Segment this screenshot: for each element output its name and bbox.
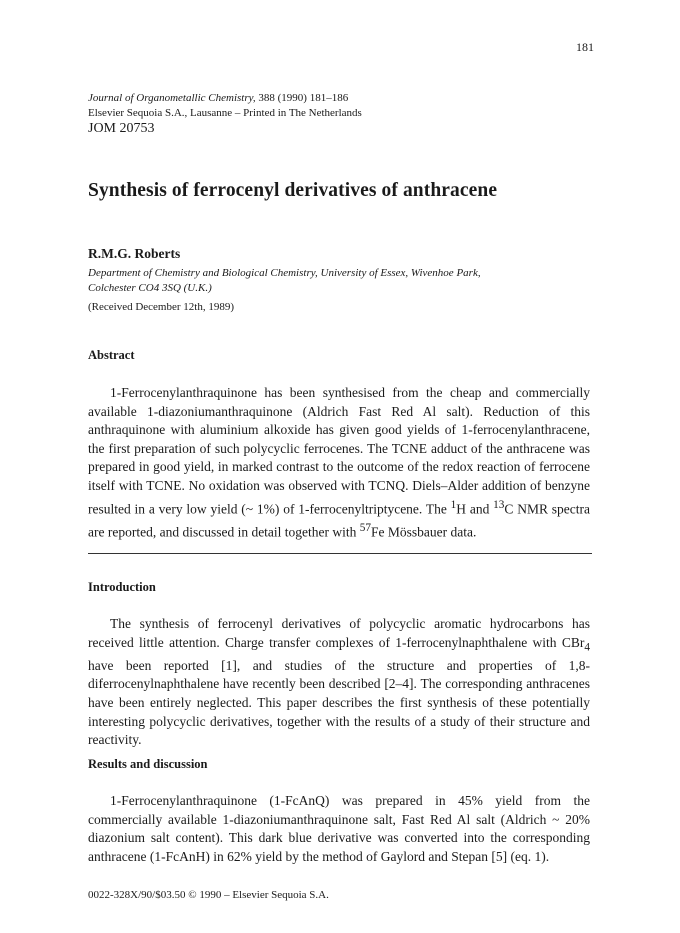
introduction-part-2: have been reported [1], and studies of the structure and properties of 1,8-diferrocenylnaphthalene have recently been described [2–4]. The corresponding anthracenes have been entirely neglected. This paper describes the first synthesis of these potentially interesting polycyclic derivatives, together with the results of a study of their structure and reactivity. (88, 657, 590, 748)
subscript-4: 4 (584, 641, 590, 654)
affiliation (88, 266, 608, 295)
copyright-footer: 0022-328X/90/$03.50 © 1990 – Elsevier Sequoia S.A. (88, 889, 329, 901)
received-date: (Received December 12th, 1989) (88, 301, 234, 313)
abstract-part-3: C NMR spectra are reported, and discussed in detail together with (88, 501, 590, 540)
section-divider (88, 553, 592, 554)
abstract-part-4: Fe Mössbauer data. (371, 524, 477, 540)
journal-volume-pages: 388 (1990) 181–186 (255, 92, 349, 104)
page-number: 181 (576, 40, 594, 54)
introduction-heading: Introduction (88, 580, 156, 594)
superscript-1: 1 (450, 498, 457, 511)
journal-name: Journal of Organometallic Chemistry, (88, 92, 256, 104)
abstract-heading: Abstract (88, 348, 135, 362)
abstract-text (88, 384, 590, 542)
affiliation-line-2: Colchester CO4 3SQ (U.K.) (88, 281, 212, 294)
introduction-text (88, 615, 590, 750)
results-paragraph: 1-Ferrocenylanthraquinone (1-FcAnQ) was prepared in 45% yield from the commercially available 1-diazoniumanthraquinone salt, Fast Red Al salt (Aldrich ~ 20% diazonium salt content). This dark blue derivative was converted into the corresponding anthracene (1-FcAnH) in 62% yield by the method of Gaylord and Stepan [5] (eq. 1). (88, 793, 590, 864)
author: R.M.G. Roberts (88, 246, 181, 261)
superscript-13: 13 (493, 498, 505, 511)
affiliation-line-1: Department of Chemistry and Biological Chemistry, University of Essex, Wivenhoe Park, (88, 267, 481, 279)
abstract-part-2: H and (456, 501, 494, 517)
results-heading: Results and discussion (88, 757, 208, 771)
jom-id: JOM 20753 (88, 121, 155, 136)
journal-citation (88, 91, 362, 106)
superscript-57: 57 (359, 521, 372, 534)
paper-title: Synthesis of ferrocenyl derivatives of anthracene (88, 180, 498, 201)
results-text (88, 792, 590, 866)
publisher-line: Elsevier Sequoia S.A., Lausanne – Printed in The Netherlands (88, 106, 362, 119)
abstract-part-1: 1-Ferrocenylanthraquinone has been synthesised from the cheap and commercially available 1-diazoniumanthraquinone (Aldrich Fast Red Al salt). Reduction of this anthraquinone with aluminium alkoxide has given good yields of 1-ferrocenylanthracene, the first preparation of such polycyclic ferrocenes. The TCNE adduct of the anthracene was prepared in good yield, in marked contrast to the outcome of the redox reaction of ferrocene itself with TCNE. No oxidation was observed with TCNQ. Diels–Alder addition of benzyne resulted in a very low yield (~ 1%) of 1-ferrocenyltriptycene. The (88, 385, 590, 517)
introduction-part-1: The synthesis of ferrocenyl derivatives of polycyclic aromatic hydrocarbons has received little attention. Charge transfer complexes of 1-ferrocenylnaphthalene with CBr (88, 616, 590, 650)
journal-header (88, 91, 362, 137)
